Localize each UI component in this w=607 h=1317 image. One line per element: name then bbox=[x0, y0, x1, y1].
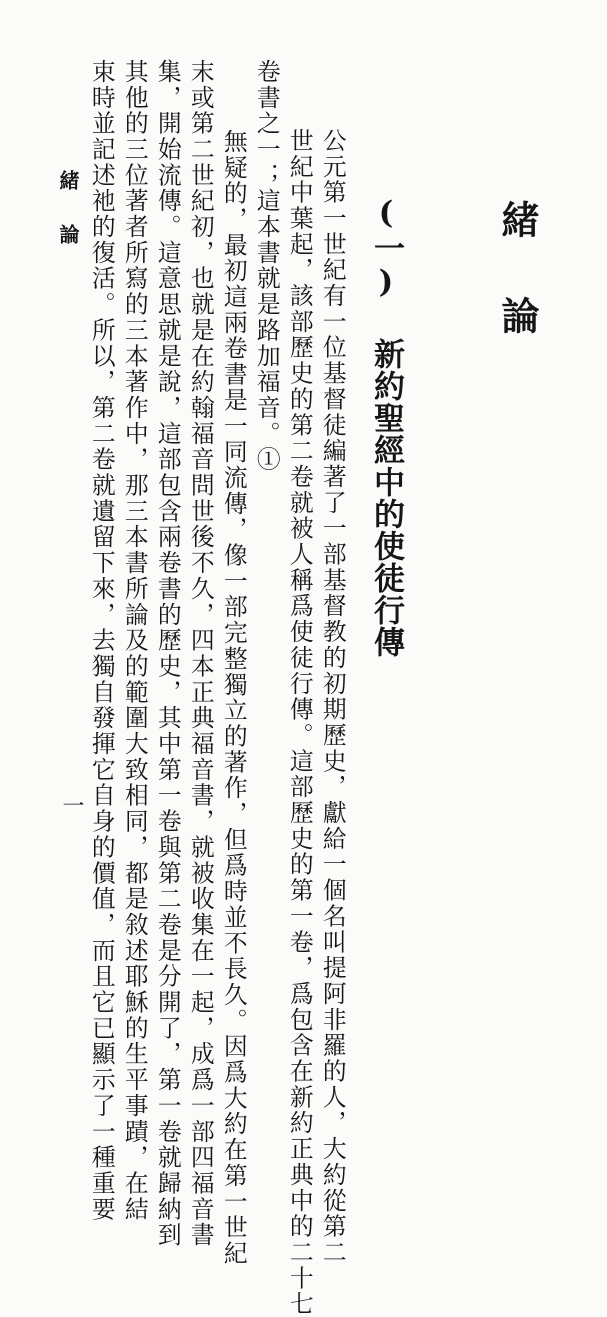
body-line: 卷書之一；這本書就是路加福音。① bbox=[252, 59, 281, 473]
body-line: 其他的三位著者所寫的三本著作中，那三本書所論及的範圍大致相同，都是敘述耶穌的生平事蹟，在結 bbox=[120, 59, 149, 1223]
body-line: 公元第一世紀有一位基督徒編著了一部基督教的初期歷史，獻給一個名叫提阿非羅的人，大約從第二 bbox=[318, 128, 347, 1266]
body-line: 世紀中葉起，該部歷史的第二卷就被人稱爲使徒行傳。這部歷史的第一卷，爲包含在新約正典中的二十七 bbox=[285, 128, 314, 1317]
body-line: 集，開始流傳。這意思就是說，這部包含兩卷書的歷史，其中第一卷與第二卷是分開了，第一卷就歸納到 bbox=[153, 59, 182, 1249]
body-line: 末或第二世紀初，也就是在約翰福音問世後不久，四本正典福音書，就被收集在一起，成爲一部四福音書 bbox=[186, 59, 215, 1249]
body-line: 束時並記述祂的復活。所以，第二卷就遺留下來，去獨自發揮它自身的價值，而且它已顯示了一種重要 bbox=[87, 59, 116, 1223]
chapter-title: 緒論 bbox=[495, 200, 540, 392]
body-line: 無疑的，最初這兩卷書是一同流傳，像一部完整獨立的著作，但爲時並不長久。因爲大約在第一世紀 bbox=[219, 129, 248, 1267]
section-heading: (一) 新約聖經中的使徒行傳 bbox=[368, 195, 404, 658]
page-number: 一 bbox=[59, 794, 84, 816]
running-head: 緒論 bbox=[56, 170, 80, 278]
